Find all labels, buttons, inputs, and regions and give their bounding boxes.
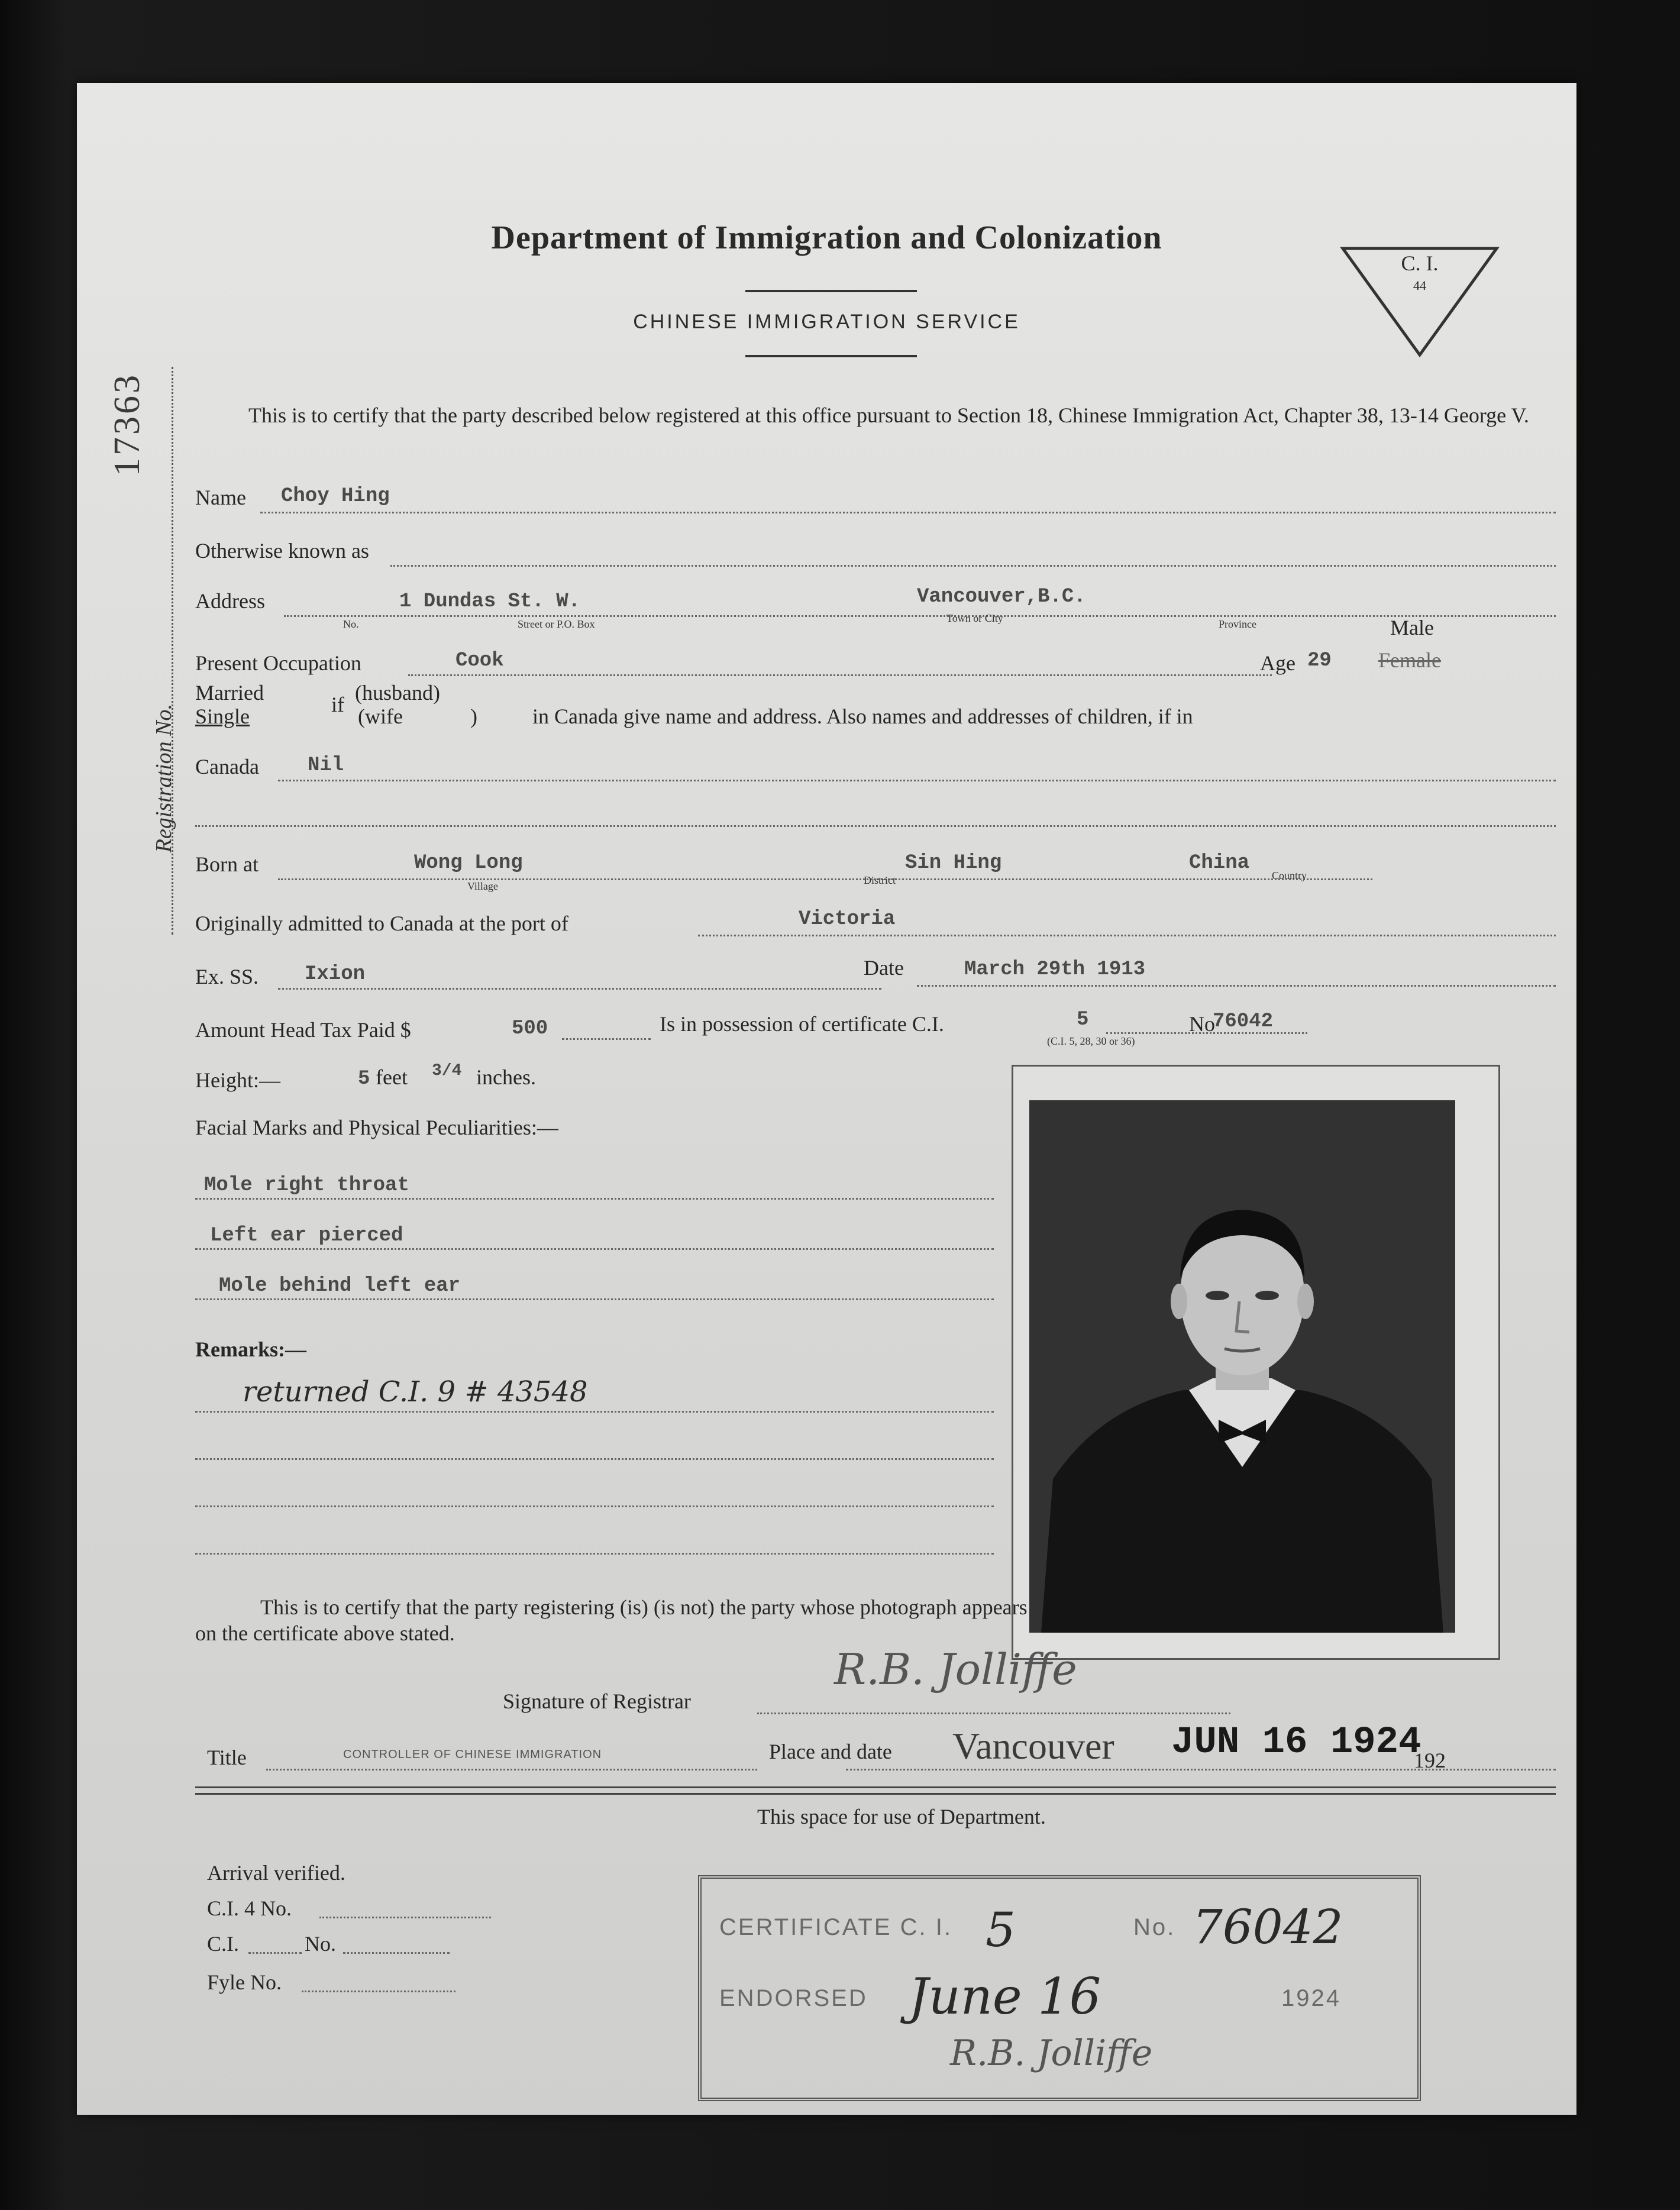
date-label: Date	[864, 956, 904, 980]
name-value: Choy Hing	[281, 485, 390, 508]
remarks-value: returned C.I. 9 # 43548	[243, 1375, 588, 1408]
ci4-line	[319, 1917, 491, 1918]
born-village-caption: Village	[467, 880, 498, 892]
address-street: 1 Dundas St. W.	[399, 590, 581, 613]
headtax-line	[562, 1038, 651, 1040]
title-rule	[745, 290, 917, 292]
portrait-image	[1029, 1100, 1455, 1633]
height-feet-value: 5	[358, 1068, 370, 1090]
single-label: Single	[195, 705, 250, 728]
certification-text: This is to certify that the party described below registered at this office pursuant to Section 18, Chinese Immigration Act, Chapter 38, 13-14 George V.	[248, 403, 1529, 427]
ci-label: C.I.	[207, 1932, 239, 1956]
form-number: 44	[1413, 278, 1426, 293]
address-province-caption: Province	[1219, 618, 1256, 630]
possession-no-label: No	[1189, 1012, 1215, 1036]
service-subtitle: CHINESE IMMIGRATION SERVICE	[633, 311, 1020, 333]
canada-instructions: in Canada give name and address. Also names and addresses of children, if in	[532, 705, 1193, 728]
remarks-line	[195, 1505, 994, 1507]
name-line	[260, 512, 1556, 513]
possession-line	[1106, 1032, 1307, 1034]
marks-line	[195, 1198, 994, 1200]
address-city: Vancouver,B.C.	[917, 586, 1086, 608]
height-inches-value: 3/4	[432, 1062, 462, 1080]
remarks-line	[195, 1411, 994, 1413]
possession-no-value: 76042	[1213, 1010, 1274, 1033]
place-date-label: Place and date	[769, 1740, 892, 1763]
stamp-endorsed-label: ENDORSED	[719, 1985, 868, 2011]
title-label: Title	[207, 1746, 247, 1769]
address-street-caption: Street or P.O. Box	[518, 618, 595, 630]
section-divider	[195, 1786, 1556, 1795]
stamp-certificate-label: CERTIFICATE C. I.	[719, 1914, 952, 1940]
date-line	[917, 985, 1556, 987]
sex-female: Female	[1378, 648, 1441, 672]
canada-line	[278, 780, 1556, 781]
fyle-label: Fyle No.	[207, 1970, 282, 1994]
wife-close: )	[470, 705, 477, 728]
ci4-label: C.I. 4 No.	[207, 1896, 292, 1920]
ci-line	[248, 1952, 302, 1954]
address-no-caption: No.	[343, 618, 359, 630]
occupation-value: Cook	[455, 650, 504, 672]
sex-male: Male	[1390, 616, 1434, 639]
department-use-heading: This space for use of Department.	[757, 1805, 1046, 1828]
exss-line	[278, 988, 881, 990]
stamp-signature: R.B. Jolliffe	[950, 2033, 1153, 2074]
marks-line	[195, 1298, 994, 1300]
mark-item: Left ear pierced	[210, 1224, 403, 1247]
born-district-caption: District	[864, 874, 896, 886]
born-country-caption: Country	[1272, 870, 1307, 881]
canada-value: Nil	[308, 754, 344, 777]
title-value: CONTROLLER OF CHINESE IMMIGRATION	[343, 1748, 602, 1761]
address-city-caption: Town or City	[946, 612, 1003, 624]
occupation-line	[408, 674, 1272, 676]
wife-label: (wife	[358, 705, 403, 728]
year-prefix: 192	[1414, 1749, 1446, 1772]
possession-caption: (C.I. 5, 28, 30 or 36)	[1047, 1035, 1135, 1047]
exss-label: Ex. SS.	[195, 965, 259, 988]
subtitle-rule	[745, 355, 917, 357]
registrant-photograph	[1029, 1100, 1455, 1633]
signature-line	[757, 1713, 1230, 1714]
admitted-value: Victoria	[799, 908, 896, 930]
stamp-no-label: No.	[1133, 1914, 1176, 1940]
headtax-value: 500	[512, 1017, 548, 1040]
otherwise-line	[390, 565, 1556, 567]
ci-no-label: No.	[305, 1932, 336, 1956]
occupation-label: Present Occupation	[195, 651, 361, 675]
husband-label: (husband)	[355, 681, 440, 705]
born-line	[278, 878, 1372, 880]
marks-label: Facial Marks and Physical Peculiarities:—	[195, 1116, 558, 1139]
remarks-label: Remarks:—	[195, 1337, 306, 1361]
born-country: China	[1189, 852, 1250, 874]
photo-certification: This is to certify that the party registering (is) (is not) the party whose photograph appears on the certificate above stated.	[195, 1595, 1028, 1645]
registrar-signature: R.B. Jolliffe	[834, 1644, 1077, 1694]
title-line	[266, 1769, 757, 1770]
endorsement-stamp	[698, 1875, 1421, 2101]
name-label: Name	[195, 486, 246, 509]
born-district: Sin Hing	[905, 852, 1002, 874]
possession-ci-value: 5	[1077, 1009, 1089, 1031]
height-inches-label: inches.	[476, 1065, 536, 1089]
date-value: March 29th 1913	[964, 958, 1146, 981]
remarks-line	[195, 1458, 994, 1460]
possession-label: Is in possession of certificate C.I.	[660, 1012, 944, 1036]
stamp-endorsed-date: June 16	[909, 1967, 1101, 2025]
registration-number: 17363	[107, 373, 147, 476]
headtax-label: Amount Head Tax Paid $	[195, 1018, 411, 1042]
signature-label: Signature of Registrar	[503, 1689, 691, 1713]
address-label: Address	[195, 589, 265, 613]
if-label: if	[331, 693, 344, 716]
stamp-no-value: 76042	[1193, 1899, 1343, 1954]
remarks-line	[195, 1553, 994, 1555]
otherwise-label: Otherwise known as	[195, 539, 369, 563]
stamp-ci-value: 5	[986, 1902, 1016, 1957]
age-label: Age	[1260, 651, 1295, 675]
place-date-line	[846, 1769, 1556, 1770]
exss-value: Ixion	[305, 963, 366, 986]
stamp-endorsed-year: 1924	[1281, 1985, 1341, 2011]
stamp-date: JUN 16 1924	[1171, 1721, 1421, 1764]
fyle-line	[302, 1991, 455, 1992]
address-line	[284, 615, 1556, 617]
canada-label: Canada	[195, 755, 259, 778]
form-code: C. I.	[1401, 251, 1439, 275]
canada-line-2	[195, 825, 1556, 827]
place-value: Vancouver	[952, 1725, 1114, 1767]
age-value: 29	[1307, 650, 1332, 672]
height-feet-label: feet	[376, 1065, 408, 1089]
born-label: Born at	[195, 852, 259, 876]
registration-form	[77, 83, 1576, 2115]
registration-label: Registration No.	[151, 704, 176, 853]
admitted-label: Originally admitted to Canada at the port of	[195, 912, 568, 935]
department-title: Department of Immigration and Colonization	[491, 219, 1162, 256]
arrival-verified: Arrival verified.	[207, 1861, 345, 1885]
admitted-line	[698, 935, 1556, 936]
mark-item: Mole right throat	[204, 1174, 409, 1197]
height-label: Height:—	[195, 1068, 280, 1092]
mark-item: Mole behind left ear	[219, 1275, 461, 1297]
born-village: Wong Long	[414, 852, 523, 874]
marks-line	[195, 1248, 994, 1250]
form-code-triangle	[1337, 243, 1503, 361]
married-label: Married	[195, 681, 264, 705]
ci-no-line	[343, 1952, 450, 1954]
